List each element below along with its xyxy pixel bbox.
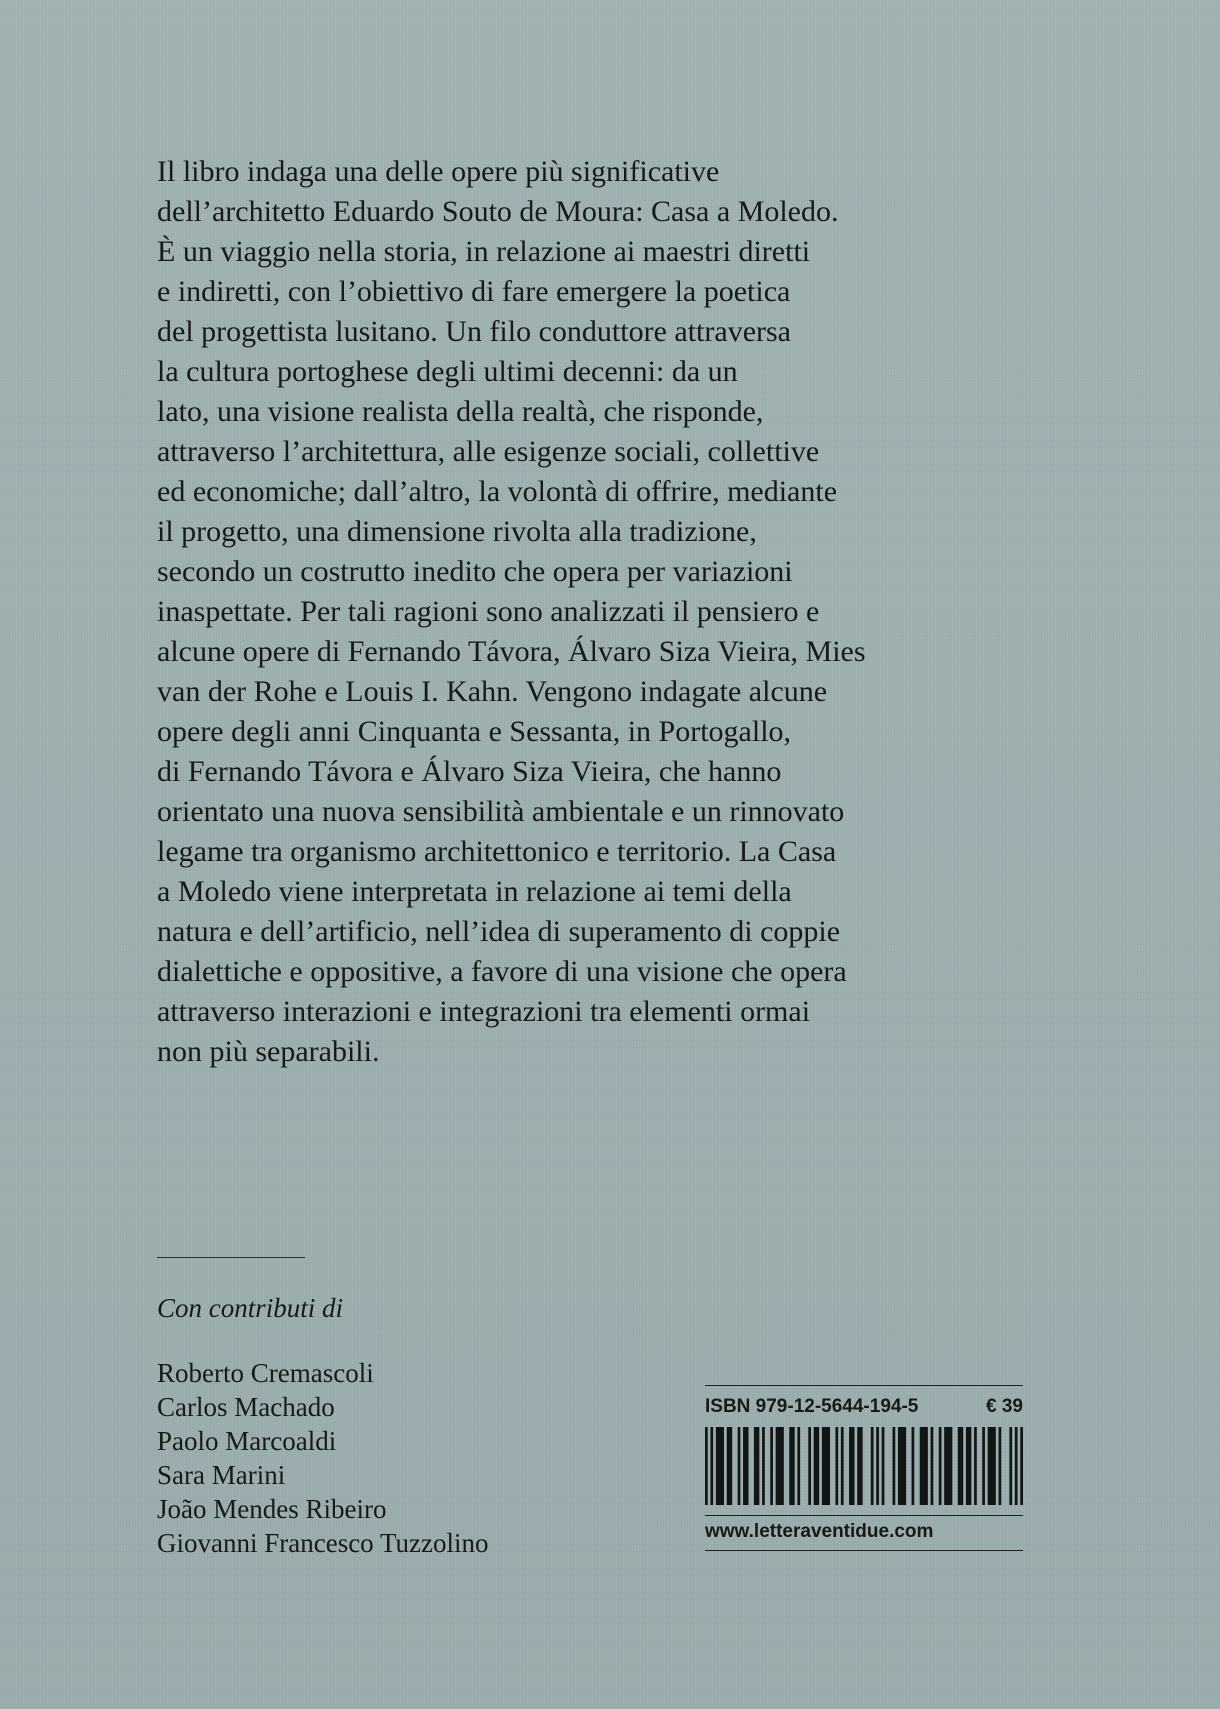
description-line: e indiretti, con l’obiettivo di fare emergere la poetica — [157, 275, 791, 308]
description-line: la cultura portoghese degli ultimi decenni: da un — [157, 355, 738, 388]
description-line: alcune opere di Fernando Távora, Álvaro Siza Vieira, Mies — [157, 635, 866, 668]
description-line: di Fernando Távora e Álvaro Siza Vieira, che hanno — [157, 755, 782, 788]
barcode-bar — [871, 1427, 874, 1505]
contributors-list — [157, 1356, 488, 1560]
barcode-bar — [776, 1427, 784, 1505]
barcode-bar — [770, 1427, 773, 1505]
isbn-text: ISBN 979-12-5644-194-5 — [705, 1396, 919, 1417]
description-line: È un viaggio nella storia, in relazione ai maestri diretti — [157, 235, 811, 268]
barcode-bar — [743, 1427, 748, 1505]
description-line: il progetto, una dimensione rivolta alla tradizione, — [157, 515, 757, 548]
barcode-bar — [1009, 1427, 1012, 1505]
barcode-bar — [974, 1427, 977, 1505]
barcode-bar — [710, 1427, 713, 1505]
barcode-bar — [754, 1427, 759, 1505]
section-divider — [157, 1257, 305, 1258]
barcode-top-rule — [705, 1385, 1023, 1386]
description-line: Il libro indaga una delle opere più significative — [157, 155, 720, 188]
barcode-middle-rule — [705, 1515, 1023, 1516]
barcode-bar — [999, 1427, 1002, 1505]
barcode-bar — [982, 1427, 985, 1505]
barcode-bar — [705, 1427, 708, 1505]
description-line: non più separabili. — [157, 1035, 380, 1068]
contributor-name: Sara Marini — [157, 1460, 286, 1490]
description-line: inaspettate. Per tali ragioni sono analizzati il pensiero e — [157, 595, 820, 628]
barcode-icon — [705, 1427, 1023, 1505]
description-line: natura e dell’artificio, nell’idea di superamento di coppie — [157, 915, 841, 948]
barcode-bar — [898, 1427, 906, 1505]
description-line: dialettiche e oppositive, a favore di una visione che opera — [157, 955, 847, 988]
description-line: lato, una visione realista della realtà, che risponde, — [157, 395, 764, 428]
description-line: van der Rohe e Louis I. Kahn. Vengono indagate alcune — [157, 675, 828, 708]
barcode-bar — [944, 1427, 952, 1505]
barcode-bar — [841, 1427, 844, 1505]
description-line: dell’architetto Eduardo Souto de Moura: Casa a Moledo. — [157, 195, 839, 228]
contributor-name: Giovanni Francesco Tuzzolino — [157, 1528, 489, 1558]
barcode-bar — [988, 1427, 996, 1505]
barcode-bar — [789, 1427, 794, 1505]
barcode-bar — [808, 1427, 811, 1505]
barcode-bar — [876, 1427, 879, 1505]
description-line: attraverso l’architettura, alle esigenze sociali, collettive — [157, 435, 820, 468]
barcode-bar — [912, 1427, 915, 1505]
barcode-bar — [727, 1427, 732, 1505]
book-description — [157, 152, 1007, 1072]
barcode-bar — [857, 1427, 862, 1505]
description-line: secondo un costrutto inedito che opera per variazioni — [157, 555, 793, 588]
barcode-bar — [931, 1427, 934, 1505]
barcode-bar — [920, 1427, 928, 1505]
barcode-bar — [939, 1427, 942, 1505]
barcode-bar — [1015, 1427, 1018, 1505]
description-line: del progettista lusitano. Un filo conduttore attraversa — [157, 315, 791, 348]
description-line: orientato una nuova sensibilità ambientale e un rinnovato — [157, 795, 845, 828]
barcode-bar — [738, 1427, 741, 1505]
price-text: € 39 — [986, 1396, 1023, 1417]
barcode-bar — [849, 1427, 854, 1505]
isbn-price-row — [705, 1393, 1023, 1421]
barcode-bar — [966, 1427, 971, 1505]
barcode-panel — [705, 1385, 1023, 1551]
contributor-name: João Mendes Ribeiro — [157, 1494, 387, 1524]
barcode-bar — [814, 1427, 819, 1505]
description-line: attraverso interazioni e integrazioni tra elementi ormai — [157, 995, 811, 1028]
barcode-bar — [797, 1427, 800, 1505]
publisher-website: www.letteraventidue.com — [705, 1521, 934, 1542]
contributor-name: Carlos Machado — [157, 1392, 335, 1422]
contributor-name: Roberto Cremascoli — [157, 1358, 374, 1388]
contributor-name: Paolo Marcoaldi — [157, 1426, 337, 1456]
description-line: legame tra organismo architettonico e territorio. La Casa — [157, 835, 837, 868]
barcode-bar — [716, 1427, 724, 1505]
barcode-bar — [762, 1427, 765, 1505]
contributors-heading: Con contributi di — [157, 1293, 344, 1323]
barcode-bar — [822, 1427, 830, 1505]
barcode-bar — [893, 1427, 896, 1505]
barcode-bottom-rule — [705, 1550, 1023, 1551]
description-line: a Moledo viene interpretata in relazione ai temi della — [157, 875, 792, 908]
description-line: ed economiche; dall’altro, la volontà di offrire, mediante — [157, 475, 838, 508]
barcode-bar — [958, 1427, 963, 1505]
barcode-bar — [835, 1427, 838, 1505]
barcode-bar — [1020, 1427, 1023, 1505]
description-line: opere degli anni Cinquanta e Sessanta, in Portogallo, — [157, 715, 792, 748]
barcode-bar — [882, 1427, 885, 1505]
